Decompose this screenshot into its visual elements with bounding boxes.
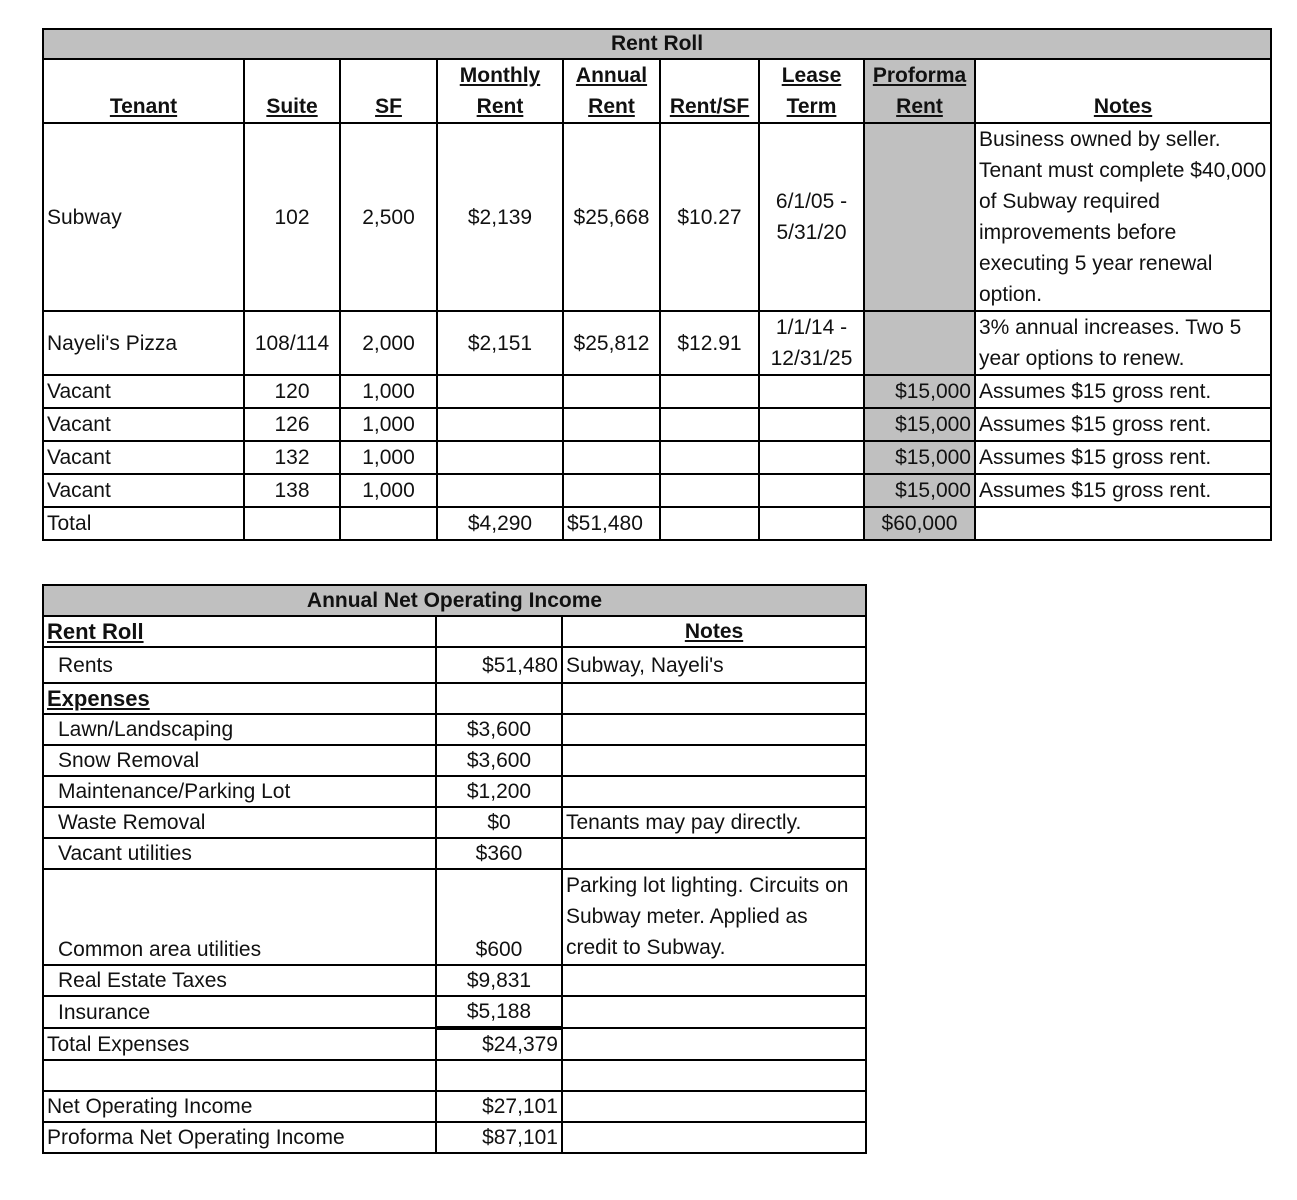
noi-value: $27,101 [436, 1091, 562, 1122]
noi-label: Net Operating Income [43, 1091, 436, 1122]
rent-roll-title-row [43, 29, 1271, 59]
empty-cell [660, 507, 759, 540]
notes-cell: Assumes $15 gross rent. [975, 375, 1271, 408]
noi-header-row [43, 616, 866, 647]
lease-term-cell: 1/1/14 - 12/31/25 [759, 311, 864, 375]
proforma-rent-cell: $15,000 [864, 408, 975, 441]
monthly-rent-cell: $2,139 [437, 123, 563, 311]
tenant-cell: Vacant [43, 375, 244, 408]
notes-cell: Assumes $15 gross rent. [975, 408, 1271, 441]
suite-cell: 132 [244, 441, 340, 474]
empty-cell [43, 1060, 436, 1091]
expense-label: Waste Removal [43, 807, 436, 838]
header-sf: SF [340, 59, 437, 123]
empty-cell [436, 1060, 562, 1091]
expense-row [43, 965, 866, 996]
annual-rent-cell [563, 408, 660, 441]
empty-cell [562, 1060, 866, 1091]
table-row [43, 441, 1271, 474]
rent-roll-section-label: Rent Roll [43, 616, 436, 647]
rent-sf-cell [660, 375, 759, 408]
monthly-rent-cell [437, 441, 563, 474]
rent-roll-table [42, 28, 1272, 541]
expense-note [562, 745, 866, 776]
expense-row [43, 996, 866, 1028]
expense-value: $1,200 [436, 776, 562, 807]
proforma-rent-cell: $15,000 [864, 474, 975, 507]
suite-cell: 108/114 [244, 311, 340, 375]
expense-row [43, 838, 866, 869]
total-expenses-label: Total Expenses [43, 1028, 436, 1060]
rents-value: $51,480 [436, 647, 562, 683]
sf-cell: 1,000 [340, 375, 437, 408]
header-proforma-rent: Proforma Rent [864, 59, 975, 123]
tenant-cell: Vacant [43, 441, 244, 474]
empty-cell [562, 1028, 866, 1060]
rent-sf-cell [660, 408, 759, 441]
annual-rent-cell: $25,812 [563, 311, 660, 375]
expense-value: $360 [436, 838, 562, 869]
lease-term-cell [759, 408, 864, 441]
expense-note [562, 838, 866, 869]
proforma-noi-row [43, 1122, 866, 1153]
notes-header: Notes [562, 616, 866, 647]
annual-rent-cell [563, 441, 660, 474]
rent-sf-cell: $10.27 [660, 123, 759, 311]
expense-row [43, 776, 866, 807]
header-rent-sf: Rent/SF [660, 59, 759, 123]
empty-cell [436, 616, 562, 647]
rents-row [43, 647, 866, 683]
empty-cell [562, 1122, 866, 1153]
annual-rent-cell [563, 474, 660, 507]
expenses-section-row [43, 683, 866, 714]
rents-label: Rents [43, 647, 436, 683]
sf-cell: 1,000 [340, 441, 437, 474]
table-row [43, 408, 1271, 441]
table-row [43, 474, 1271, 507]
expenses-section-label: Expenses [43, 683, 436, 714]
sf-cell: 1,000 [340, 408, 437, 441]
monthly-rent-cell [437, 474, 563, 507]
tenant-cell: Vacant [43, 408, 244, 441]
table-row [43, 123, 1271, 311]
table-row [43, 311, 1271, 375]
header-monthly-rent: Monthly Rent [437, 59, 563, 123]
expense-note [562, 714, 866, 745]
noi-title: Annual Net Operating Income [43, 585, 866, 616]
tenant-cell: Subway [43, 123, 244, 311]
suite-cell: 126 [244, 408, 340, 441]
total-annual-rent: $51,480 [563, 507, 660, 540]
noi-title-row [43, 585, 866, 616]
expense-note [562, 965, 866, 996]
proforma-rent-cell [864, 123, 975, 311]
expense-value: $3,600 [436, 714, 562, 745]
rent-roll-header-row [43, 59, 1271, 123]
total-expenses-row [43, 1028, 866, 1060]
monthly-rent-cell: $2,151 [437, 311, 563, 375]
header-notes: Notes [975, 59, 1271, 123]
expense-value: $9,831 [436, 965, 562, 996]
empty-cell [436, 683, 562, 714]
noi-table [42, 584, 867, 1154]
notes-cell: 3% annual increases. Two 5 year options to renew. [975, 311, 1271, 375]
rent-sf-cell [660, 474, 759, 507]
expense-note: Parking lot lighting. Circuits on Subway meter. Applied as credit to Subway. [562, 869, 866, 965]
proforma-noi-label: Proforma Net Operating Income [43, 1122, 436, 1153]
empty-cell [975, 507, 1271, 540]
proforma-rent-cell: $15,000 [864, 441, 975, 474]
sf-cell: 2,000 [340, 311, 437, 375]
empty-cell [562, 683, 866, 714]
tenant-cell: Vacant [43, 474, 244, 507]
lease-term-cell [759, 375, 864, 408]
header-tenant: Tenant [43, 59, 244, 123]
expense-row [43, 869, 866, 965]
rent-sf-cell [660, 441, 759, 474]
expense-value: $5,188 [436, 996, 562, 1028]
table-row [43, 375, 1271, 408]
expense-note [562, 776, 866, 807]
notes-cell: Assumes $15 gross rent. [975, 441, 1271, 474]
lease-term-cell [759, 441, 864, 474]
sf-cell: 2,500 [340, 123, 437, 311]
expense-value: $600 [436, 869, 562, 965]
expense-value: $0 [436, 807, 562, 838]
suite-cell: 138 [244, 474, 340, 507]
expense-note [562, 996, 866, 1028]
expense-value: $3,600 [436, 745, 562, 776]
header-suite: Suite [244, 59, 340, 123]
lease-term-cell [759, 474, 864, 507]
empty-cell [340, 507, 437, 540]
expense-label: Lawn/Landscaping [43, 714, 436, 745]
total-proforma-rent: $60,000 [864, 507, 975, 540]
rent-sf-cell: $12.91 [660, 311, 759, 375]
sf-cell: 1,000 [340, 474, 437, 507]
annual-rent-cell [563, 375, 660, 408]
expense-row [43, 745, 866, 776]
noi-row [43, 1091, 866, 1122]
expense-label: Real Estate Taxes [43, 965, 436, 996]
empty-cell [562, 1091, 866, 1122]
monthly-rent-cell [437, 375, 563, 408]
expense-label: Maintenance/Parking Lot [43, 776, 436, 807]
header-lease-term: Lease Term [759, 59, 864, 123]
expense-label: Common area utilities [43, 869, 436, 965]
expense-row [43, 714, 866, 745]
rents-note: Subway, Nayeli's [562, 647, 866, 683]
total-label: Total [43, 507, 244, 540]
notes-cell: Business owned by seller. Tenant must complete $40,000 of Subway required improvements before executing 5 year renewal option. [975, 123, 1271, 311]
proforma-rent-cell: $15,000 [864, 375, 975, 408]
rent-roll-title: Rent Roll [43, 29, 1271, 59]
expense-note: Tenants may pay directly. [562, 807, 866, 838]
total-row [43, 507, 1271, 540]
proforma-rent-cell [864, 311, 975, 375]
annual-rent-cell: $25,668 [563, 123, 660, 311]
lease-term-cell: 6/1/05 - 5/31/20 [759, 123, 864, 311]
suite-cell: 120 [244, 375, 340, 408]
total-expenses-value: $24,379 [436, 1028, 562, 1060]
proforma-noi-value: $87,101 [436, 1122, 562, 1153]
expense-row [43, 807, 866, 838]
spacer-row [43, 1060, 866, 1091]
header-annual-rent: Annual Rent [563, 59, 660, 123]
expense-label: Snow Removal [43, 745, 436, 776]
monthly-rent-cell [437, 408, 563, 441]
expense-label: Vacant utilities [43, 838, 436, 869]
total-monthly-rent: $4,290 [437, 507, 563, 540]
empty-cell [759, 507, 864, 540]
expense-label: Insurance [43, 996, 436, 1028]
empty-cell [244, 507, 340, 540]
tenant-cell: Nayeli's Pizza [43, 311, 244, 375]
notes-cell: Assumes $15 gross rent. [975, 474, 1271, 507]
suite-cell: 102 [244, 123, 340, 311]
